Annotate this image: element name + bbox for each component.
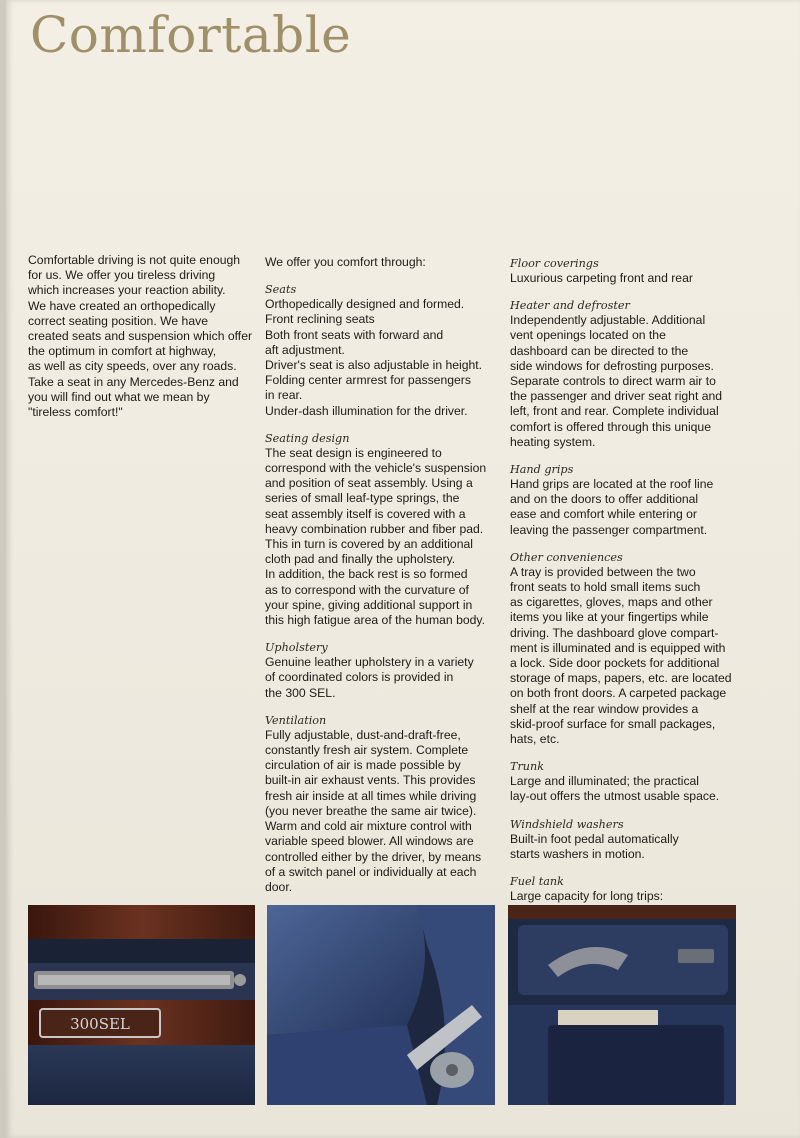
section-body: Hand grips are located at the roof line and on the doors to offer additional ease and comfort while entering or leaving the passenger compartment. <box>510 477 714 537</box>
dashboard-illustration <box>28 905 255 1105</box>
section-body: Built-in foot pedal automatically starts washers in motion. <box>510 831 679 861</box>
section-body: Independently adjustable. Additional vent openings located on the dashboard can be directed to the side windows for defrosting purposes. Separate controls to direct warm air to the passenger and driver seat right and left, front and rear. Complete individual comfort is offered through this unique heating system. <box>510 313 723 449</box>
section-ventilation <box>265 714 501 895</box>
section-heading: Windshield washers <box>510 817 624 831</box>
comfort-lead-line: We offer you comfort through: <box>265 255 426 269</box>
section-body: Large capacity for long trips: <box>510 889 664 904</box>
section-heading: Other conveniences <box>510 550 623 564</box>
section-seating-design <box>265 432 501 628</box>
section-trunk <box>510 760 742 804</box>
seat-photo <box>267 905 495 1105</box>
section-heading: Ventilation <box>265 713 327 727</box>
section-heading: Hand grips <box>510 463 574 477</box>
section-heater-defroster <box>510 299 742 450</box>
features-column-right <box>510 257 742 933</box>
section-body: The seat design is engineered to correspond with the vehicle's suspension and position of seat assembly. Using a series of small leaf-type springs, the seat assembly itself is covered with a heavy combination rubber and fiber pad. This in turn is covered by an additional cloth pad and finally the upholstery. In addition, the back rest is so formed as to correspond with the curvature of your spine, giving additional support in this high fatigue area of the human body. <box>265 445 487 628</box>
section-hand-grips <box>510 463 742 538</box>
seat-illustration <box>267 905 495 1105</box>
intro-paragraph: Comfortable driving is not quite enough for us. We offer you tireless driving which increases your reaction ability. We have created an orthopedically correct seating position. We have created seats and suspension which offer the optimum in comfort at highway, as well as city speeds, over any roads. Take a seat in any Mercedes-Benz and you will find out what we mean by "tireless comfort!" <box>28 253 253 420</box>
section-floor-coverings <box>510 257 742 286</box>
section-heading: Upholstery <box>265 641 328 655</box>
section-heading: Seats <box>265 283 297 297</box>
section-body: Large and illuminated; the practical lay-out offers the utmost usable space. <box>510 774 720 804</box>
door-pocket-illustration <box>508 905 736 1105</box>
section-other-conveniences <box>510 551 742 747</box>
section-heading: Heater and defroster <box>510 299 630 313</box>
section-body: Genuine leather upholstery in a variety of coordinated colors is provided in the 300 SEL. <box>265 655 474 700</box>
section-heading: Seating design <box>265 431 350 445</box>
section-body: A tray is provided between the two front seats to hold small items such as cigarettes, gloves, maps and other items you like at your fingertips while driving. The dashboard glove compart- ment is illuminated and is equipped with a lock. Side door pockets for additional storage of maps, papers, etc. are located on both front doors. A carpeted package shelf at the rear window provides a skid-proof surface for small packages, hats, etc. <box>510 564 732 747</box>
section-windshield-washers <box>510 818 742 862</box>
section-body: Luxurious carpeting front and rear <box>510 271 693 285</box>
dashboard-photo <box>28 905 255 1105</box>
dashboard-badge-text: 300SEL <box>70 1015 130 1033</box>
section-heading: Floor coverings <box>510 257 599 270</box>
section-body: Fully adjustable, dust-and-draft-free, constantly fresh air system. Complete circulation of air is made possible by built-in air exhaust vents. This provides fresh air inside at all times while driving (you never breathe the same air twice). Warm and cold air mixture control with variable speed blower. All windows are controlled either by the driver, by means of a switch panel or individually at each door. <box>265 727 482 894</box>
section-body: Orthopedically designed and formed. Front reclining seats Both front seats with forward and aft adjustment. Driver's seat is also adjustable in height. Folding center armrest for passengers in rear. Under-dash illumination for the driver. <box>265 297 483 418</box>
intro-column <box>28 253 254 420</box>
section-heading: Fuel tank <box>510 875 564 889</box>
page-title: Comfortable <box>30 6 352 64</box>
features-column-middle <box>265 255 501 908</box>
section-seats <box>265 283 501 419</box>
section-heading: Trunk <box>510 760 544 774</box>
brochure-page <box>6 0 800 1138</box>
section-upholstery <box>265 641 501 701</box>
door-pocket-photo <box>508 905 736 1105</box>
